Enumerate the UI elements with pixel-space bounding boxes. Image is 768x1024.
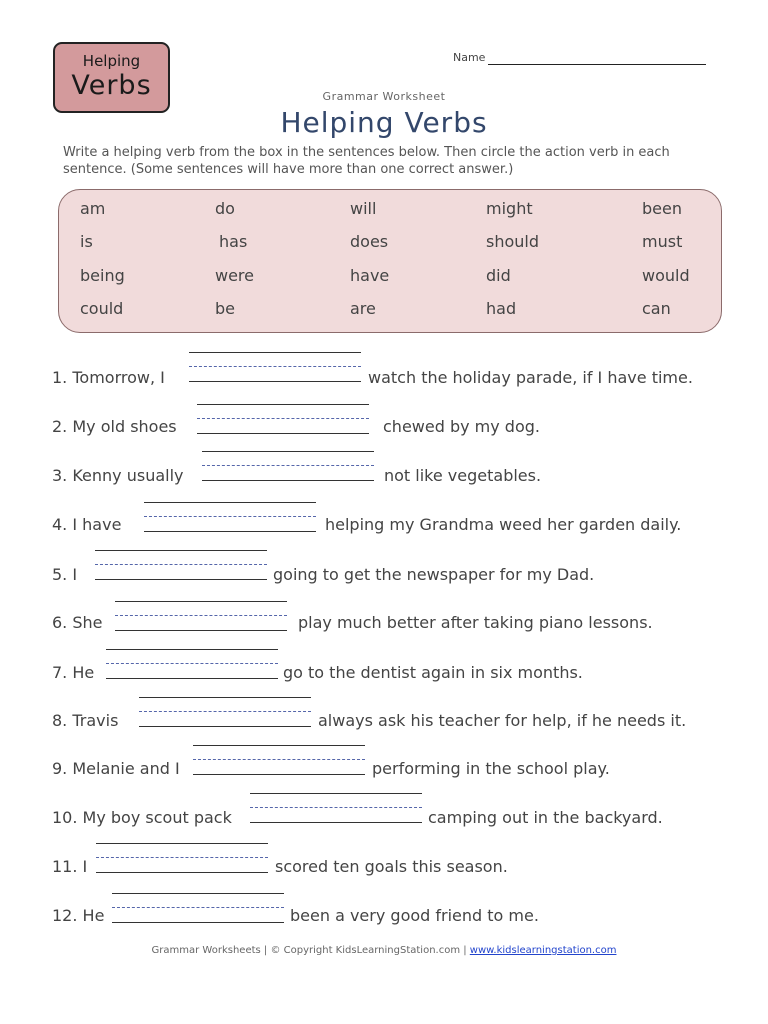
word-bank-item: do	[215, 199, 235, 218]
question-12-answer-blank[interactable]	[112, 893, 284, 923]
question-12-prompt: 12. He	[52, 906, 105, 925]
question-10-prompt: 10. My boy scout pack	[52, 808, 232, 827]
question-5-prompt: 5. I	[52, 565, 78, 584]
question-6-answer-blank[interactable]	[115, 601, 287, 631]
name-field[interactable]	[488, 64, 706, 65]
question-10-ending: camping out in the backyard.	[428, 808, 663, 827]
word-bank-item: can	[642, 299, 671, 318]
logo-line-2: Verbs	[71, 70, 152, 101]
question-6-prompt: 6. She	[52, 613, 103, 632]
word-bank-item: am	[80, 199, 106, 218]
question-8-prompt: 8. Travis	[52, 711, 119, 730]
question-8-ending: always ask his teacher for help, if he needs it.	[318, 711, 687, 730]
question-7-prompt: 7. He	[52, 663, 95, 682]
word-bank-item: will	[350, 199, 377, 218]
question-11-answer-blank[interactable]	[96, 843, 268, 873]
word-bank-item: being	[80, 266, 125, 285]
word-bank-item: be	[215, 299, 235, 318]
question-9-ending: performing in the school play.	[372, 759, 610, 778]
question-2-answer-blank[interactable]	[197, 404, 369, 434]
word-bank-item: did	[486, 266, 511, 285]
question-10-answer-blank[interactable]	[250, 793, 422, 823]
word-bank-item: had	[486, 299, 517, 318]
question-3-prompt: 3. Kenny usually	[52, 466, 184, 485]
word-bank-item: could	[80, 299, 124, 318]
footer-copyright: Grammar Worksheets | © Copyright KidsLearningStation.com |	[151, 945, 470, 956]
question-1-answer-blank[interactable]	[189, 352, 361, 382]
question-6-ending: play much better after taking piano lessons.	[298, 613, 653, 632]
word-bank-item: does	[350, 232, 389, 251]
question-11-ending: scored ten goals this season.	[275, 857, 508, 876]
question-5-ending: going to get the newspaper for my Dad.	[273, 565, 595, 584]
instructions: Write a helping verb from the box in the sentences below. Then circle the action verb in each sentence. (Some sentences will have more than one correct answer.)	[63, 145, 670, 177]
question-7-answer-blank[interactable]	[106, 649, 278, 679]
word-bank-item: must	[642, 232, 683, 251]
question-2-prompt: 2. My old shoes	[52, 417, 177, 436]
question-11-prompt: 11. I	[52, 857, 88, 876]
word-bank-item: are	[350, 299, 376, 318]
word-bank-item: might	[486, 199, 533, 218]
word-bank-item: were	[215, 266, 254, 285]
question-2-ending: chewed by my dog.	[383, 417, 540, 436]
footer	[0, 945, 768, 956]
worksheet-title: Helping Verbs	[280, 106, 488, 139]
footer-website-link[interactable]: www.kidslearningstation.com	[469, 945, 617, 956]
word-bank-item: would	[642, 266, 690, 285]
word-bank-item: is	[80, 232, 93, 251]
question-1-ending: watch the holiday parade, if I have time.	[368, 368, 693, 387]
worksheet-subtitle: Grammar Worksheet	[322, 90, 446, 103]
question-1-prompt: 1. Tomorrow, I	[52, 368, 165, 387]
name-label: Name	[453, 51, 486, 64]
question-4-answer-blank[interactable]	[144, 502, 316, 532]
question-9-answer-blank[interactable]	[193, 745, 365, 775]
question-8-answer-blank[interactable]	[139, 697, 311, 727]
logo-line-1: Helping	[82, 52, 141, 70]
question-12-ending: been a very good friend to me.	[290, 906, 539, 925]
word-bank-item: should	[486, 232, 540, 251]
question-3-answer-blank[interactable]	[202, 451, 374, 481]
question-9-prompt: 9. Melanie and I	[52, 759, 180, 778]
question-5-answer-blank[interactable]	[95, 550, 267, 580]
question-3-ending: not like vegetables.	[384, 466, 542, 485]
word-bank-item: has	[219, 232, 248, 251]
question-4-prompt: 4. I have	[52, 515, 122, 534]
word-bank-box	[58, 189, 722, 333]
word-bank-item: have	[350, 266, 390, 285]
question-7-ending: go to the dentist again in six months.	[283, 663, 583, 682]
word-bank-item: been	[642, 199, 682, 218]
question-4-ending: helping my Grandma weed her garden daily.	[325, 515, 682, 534]
